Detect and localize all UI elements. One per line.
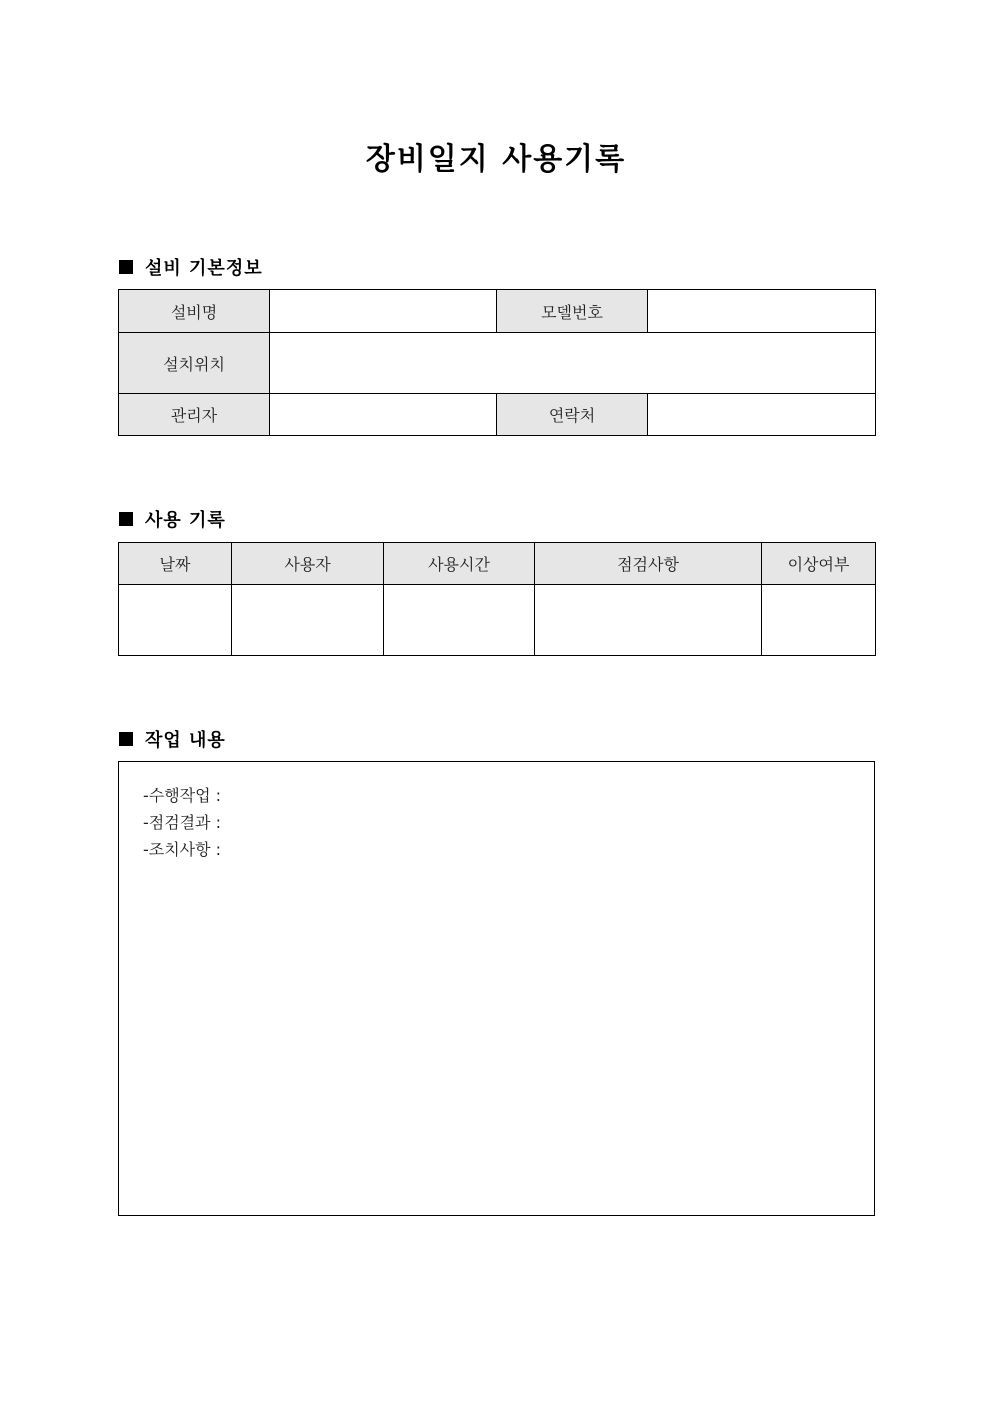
work-content-box[interactable] <box>118 761 875 1216</box>
basic-info-table <box>118 289 876 436</box>
column-header-usage-time: 사용시간 <box>384 543 535 585</box>
square-bullet-icon <box>119 260 133 274</box>
table-header-row <box>119 543 876 585</box>
section-title: 설비 기본정보 <box>145 258 263 279</box>
model-number-field[interactable] <box>648 290 876 333</box>
work-line-inspection-result: -점검결과 : <box>143 813 222 832</box>
column-header-date: 날짜 <box>119 543 232 585</box>
label-contact: 연락처 <box>497 394 648 436</box>
table-row <box>119 585 876 656</box>
label-manager: 관리자 <box>119 394 270 436</box>
label-model-number: 모델번호 <box>497 290 648 333</box>
install-location-field[interactable] <box>270 333 876 394</box>
section-heading-usage-log <box>119 506 226 532</box>
table-row <box>119 394 876 436</box>
abnormality-cell[interactable] <box>762 585 876 656</box>
work-line-performed-task: -수행작업 : <box>143 786 222 805</box>
column-header-user: 사용자 <box>232 543 384 585</box>
label-install-location: 설치위치 <box>119 333 270 394</box>
table-row <box>119 333 876 394</box>
date-cell[interactable] <box>119 585 232 656</box>
inspection-items-cell[interactable] <box>535 585 762 656</box>
page-title: 장비일지 사용기록 <box>365 142 627 177</box>
equipment-name-field[interactable] <box>270 290 497 333</box>
section-title: 작업 내용 <box>145 730 226 751</box>
user-cell[interactable] <box>232 585 384 656</box>
section-heading-basic-info <box>119 254 263 280</box>
column-header-inspection-items: 점검사항 <box>535 543 762 585</box>
section-title: 사용 기록 <box>145 510 226 531</box>
manager-field[interactable] <box>270 394 497 436</box>
usage-time-cell[interactable] <box>384 585 535 656</box>
label-equipment-name: 설비명 <box>119 290 270 333</box>
section-heading-work-content <box>119 726 226 752</box>
square-bullet-icon <box>119 732 133 746</box>
table-row <box>119 290 876 333</box>
column-header-abnormality: 이상여부 <box>762 543 876 585</box>
usage-log-table <box>118 542 876 656</box>
work-line-action-taken: -조치사항 : <box>143 840 222 859</box>
square-bullet-icon <box>119 512 133 526</box>
contact-field[interactable] <box>648 394 876 436</box>
